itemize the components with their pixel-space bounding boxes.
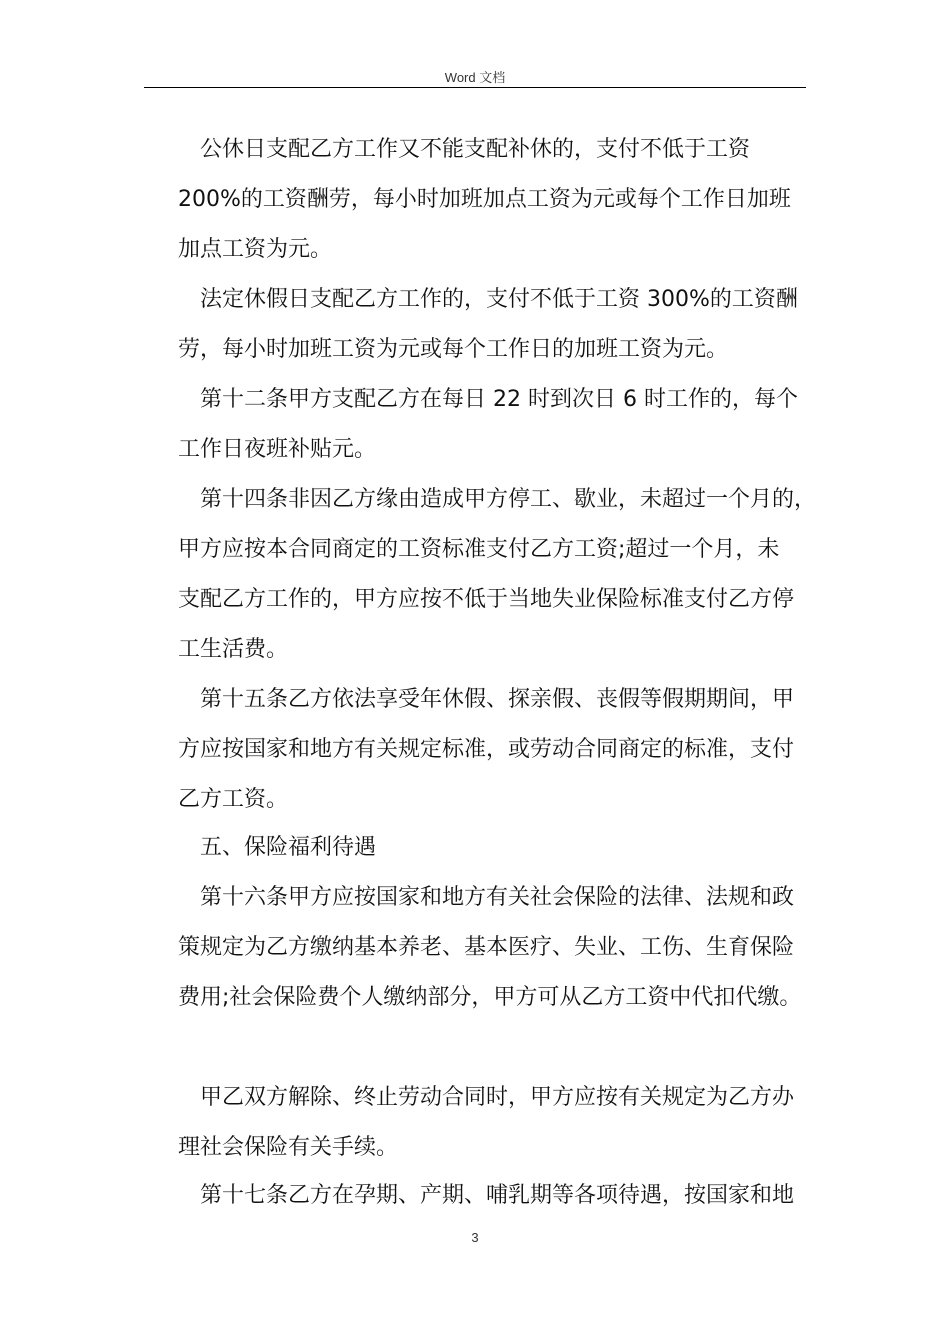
text-line: 方应按国家和地方有关规定标准，或劳动合同商定的标准，支付 xyxy=(178,737,795,762)
text-line: 工生活费。 xyxy=(178,637,289,662)
text-line: 工作日夜班补贴元。 xyxy=(178,437,377,462)
text-line: 第十四条非因乙方缘由造成甲方停工、歇业，未超过一个月的， xyxy=(200,487,817,512)
text-line: 200%的工资酬劳，每小时加班加点工资为元或每个工作日加班 xyxy=(178,187,791,212)
text-line: 第十七条乙方在孕期、产期、哺乳期等各项待遇，按国家和地 xyxy=(200,1183,795,1208)
text-line: 第十五条乙方依法享受年休假、探亲假、丧假等假期期间，甲 xyxy=(200,687,795,712)
text-line: 甲方应按本合同商定的工资标准支付乙方工资;超过一个月，未 xyxy=(178,537,780,562)
page-number: 3 xyxy=(471,1230,479,1245)
header-rule xyxy=(144,87,806,88)
text-line: 理社会保险有关手续。 xyxy=(178,1135,399,1160)
text-line: 公休日支配乙方工作又不能支配补休的，支付不低于工资 xyxy=(200,137,751,162)
text-line: 第十六条甲方应按国家和地方有关社会保险的法律、法规和政 xyxy=(200,885,795,910)
text-line: 支配乙方工作的，甲方应按不低于当地失业保险标准支付乙方停 xyxy=(178,587,795,612)
text-line: 费用;社会保险费个人缴纳部分，甲方可从乙方工资中代扣代缴。 xyxy=(178,985,802,1010)
section-heading: 五、保险福利待遇 xyxy=(200,835,377,860)
text-line: 加点工资为元。 xyxy=(178,237,333,262)
page-header: Word 文档 xyxy=(444,70,506,85)
text-line: 乙方工资。 xyxy=(178,787,289,812)
text-line: 法定休假日支配乙方工作的，支付不低于工资 300%的工资酬 xyxy=(200,287,798,312)
text-line: 劳，每小时加班工资为元或每个工作日的加班工资为元。 xyxy=(178,337,729,362)
text-line: 甲乙双方解除、终止劳动合同时，甲方应按有关规定为乙方办 xyxy=(200,1085,795,1110)
text-line: 第十二条甲方支配乙方在每日 22 时到次日 6 时工作的，每个 xyxy=(200,387,798,412)
text-line: 策规定为乙方缴纳基本养老、基本医疗、失业、工伤、生育保险 xyxy=(178,935,795,960)
